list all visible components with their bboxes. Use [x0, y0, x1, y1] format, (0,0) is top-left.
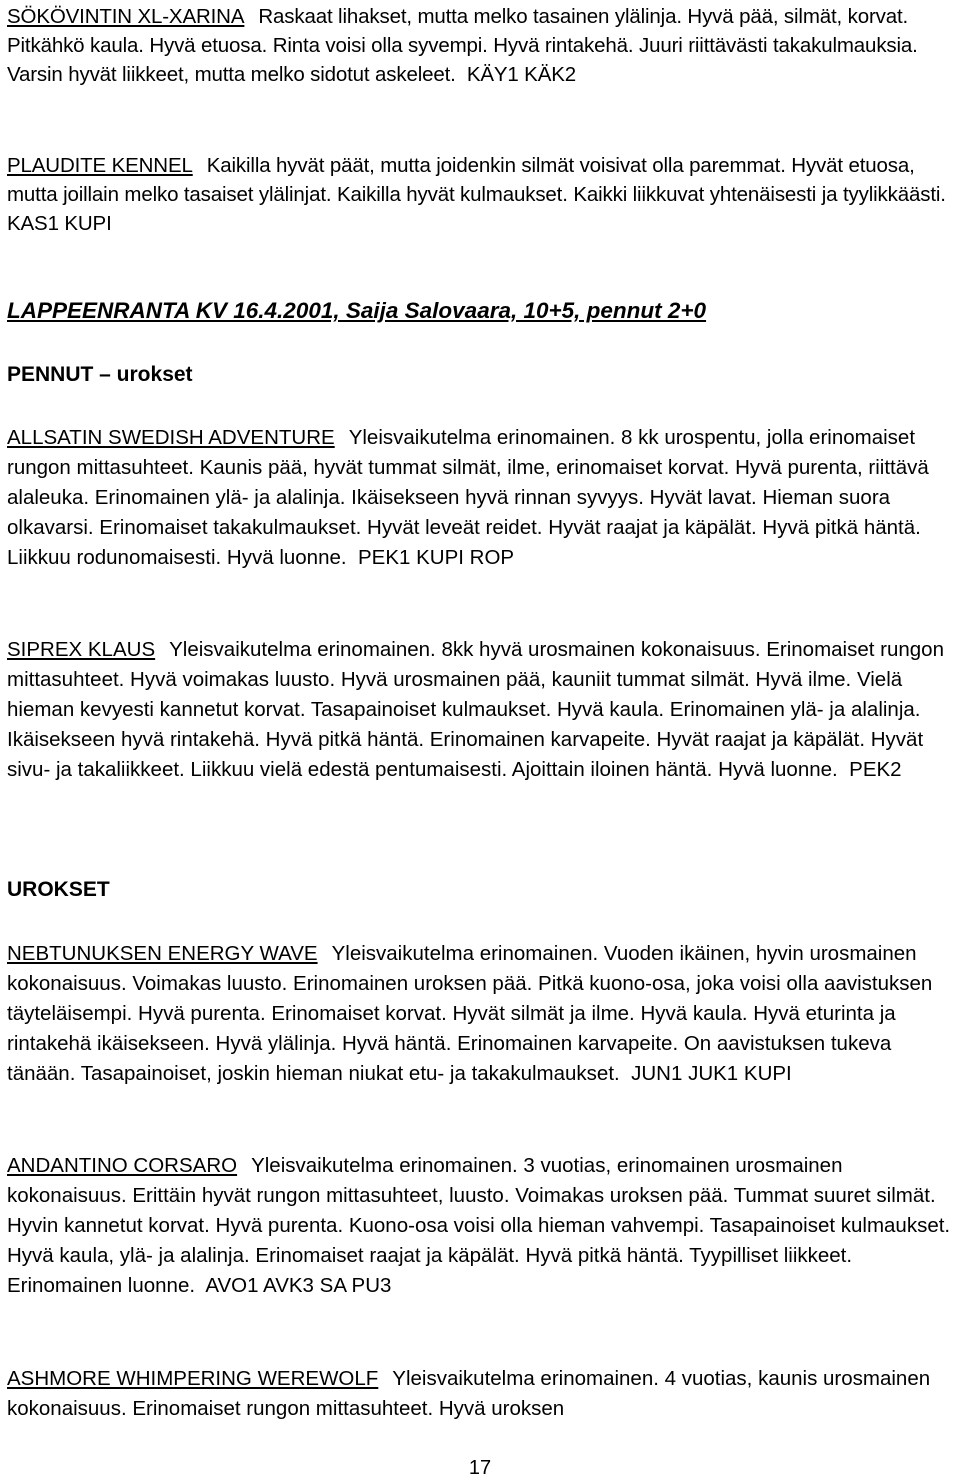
result-code: JUN1 JUK1 KUPI: [631, 1062, 792, 1085]
result-code: KAS1 KUPI: [7, 212, 112, 235]
entry-allsatin: [7, 423, 955, 573]
critique-text: Yleisvaikutelma erinomainen. 4 vuotias, kaunis urosmainen kokonaisuus. Erinomaiset rungon mittasuhteet. Hyvä uroksen: [7, 1367, 931, 1420]
entry-plaudite-kennel: [7, 151, 955, 238]
result-code: KÄY1 KÄK2: [466, 63, 577, 86]
dog-name: ANDANTINO CORSARO: [7, 1154, 238, 1177]
result-code: PEK2: [849, 758, 902, 781]
class-heading-males: UROKSET: [7, 878, 110, 901]
critique-text: Kaikilla hyvät päät, mutta joidenkin silmät voisivat olla paremmat. Hyvät etuosa, mutta joillain melko tasaiset ylälinjat. Kaikilla hyvät kulmaukset. Kaikki liikkuvat yhtenäisesti ja tyylikkäästi.: [7, 154, 946, 206]
critique-text: Yleisvaikutelma erinomainen. Vuoden ikäinen, hyvin urosmainen kokonaisuus. Voimakas luusto. Erinomainen uroksen pää. Pitkä kuono-osa, joka voisi olla aavistuksen täyteläisempi. Hyvä purenta. Erinomaiset korvat. Hyvät silmät ja ilme. Hyvä kaula. Hyvä eturinta ja rintakehä ikäisekseen. Hyvä ylälinja. Hyvä häntä. Erinomainen karvapeite. On aavistuksen tukeva tänään. Tasapainoiset, joskin hieman niukat etu- ja takakulmaukset.: [7, 942, 933, 1085]
result-code: AVO1 AVK3 SA PU3: [205, 1274, 392, 1297]
entry-sokovintin: [7, 2, 955, 89]
page-number: 17: [468, 1457, 492, 1479]
entry-andantino: [7, 1151, 955, 1301]
dog-name: ALLSATIN SWEDISH ADVENTURE: [7, 426, 335, 449]
entry-ashmore: [7, 1364, 955, 1424]
critique-text: Yleisvaikutelma erinomainen. 8kk hyvä urosmainen kokonaisuus. Erinomaiset rungon mittasuhteet. Hyvä voimakas luusto. Hyvä urosmainen pää, kauniit tummat silmät. Hyvä ilme. Vielä hieman kevyesti kannetut korvat. Tasapainoiset kulmaukset. Hyvä kaula. Erinomainen ylä- ja alalinja. Ikäisekseen hyvä rintakehä. Hyvä pitkä häntä. Erinomainen karvapeite. Hyvät raajat ja käpälät. Hyvät sivu- ja takaliikkeet. Liikkuu vielä edestä pentumaisesti. Ajoittain iloinen häntä. Hyvä luonne.: [7, 638, 944, 781]
show-heading: LAPPEENRANTA KV 16.4.2001, Saija Salovaara, 10+5, pennut 2+0: [7, 298, 707, 323]
result-code: PEK1 KUPI ROP: [357, 546, 515, 569]
dog-name: SIPREX KLAUS: [7, 638, 156, 661]
entry-siprex-klaus: [7, 635, 955, 785]
dog-name: ASHMORE WHIMPERING WEREWOLF: [7, 1367, 379, 1390]
critique-text: Raskaat lihakset, mutta melko tasainen ylälinja. Hyvä pää, silmät, korvat. Pitkähkö kaula. Hyvä etuosa. Rinta voisi olla syvempi. Hyvä rintakehä. Juuri riittävästi takakulmauksia. Varsin hyvät liikkeet, mutta melko sidotut askeleet.: [7, 5, 918, 86]
critique-text: Yleisvaikutelma erinomainen. 8 kk urospentu, jolla erinomaiset rungon mittasuhteet. Kaunis pää, hyvät tummat silmät, ilme, erinomaiset korvat. Hyvä purenta, riittävä alaleuka. Erinomainen ylä- ja alalinja. Ikäisekseen hyvä rinnan syvyys. Hyvät lavat. Hieman suora olkavarsi. Erinomaiset takakulmaukset. Hyvät leveät reidet. Hyvät raajat ja käpälät. Hyvä pitkä häntä. Liikkuu rodunomaisesti. Hyvä luonne.: [7, 426, 929, 569]
dog-name: NEBTUNUKSEN ENERGY WAVE: [7, 942, 318, 965]
entry-nebtunuksen: [7, 939, 955, 1089]
critique-text: Yleisvaikutelma erinomainen. 3 vuotias, erinomainen urosmainen kokonaisuus. Erittäin hyvät rungon mittasuhteet, luusto. Voimakas uroksen pää. Tummat suuret silmät. Hyvin kannetut korvat. Hyvä purenta. Kuono-osa voisi olla hieman vahvempi. Tasapainoiset kulmaukset. Hyvä kaula, ylä- ja alalinja. Erinomaiset raajat ja käpälät. Hyvä pitkä häntä. Tyypilliset liikkeet. Erinomainen luonne.: [7, 1154, 951, 1297]
dog-name: SÖKÖVINTIN XL-XARINA: [7, 5, 245, 28]
class-heading-puppies: PENNUT – urokset: [7, 363, 193, 386]
dog-name: PLAUDITE KENNEL: [7, 154, 193, 177]
